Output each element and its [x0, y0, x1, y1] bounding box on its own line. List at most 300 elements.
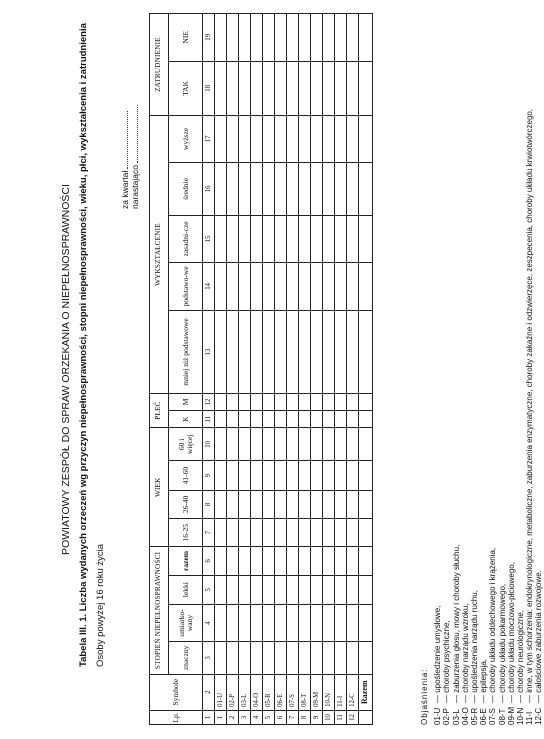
legend-text: — choroby psychiczne, [442, 620, 452, 703]
table-cell[interactable] [263, 604, 275, 641]
table-row [335, 14, 347, 725]
table-cell[interactable] [335, 216, 347, 262]
table-cell[interactable] [239, 116, 251, 163]
table-cell[interactable] [275, 162, 287, 216]
table-cell[interactable] [311, 311, 323, 394]
table-cell[interactable] [323, 411, 335, 428]
column-number: 7 [203, 519, 215, 547]
table-cell[interactable] [335, 393, 347, 410]
table-cell[interactable] [323, 604, 335, 641]
table-cell[interactable] [299, 14, 311, 62]
row-symbol: 05-R [263, 674, 275, 710]
col-age-60plus: 60 i więcej [169, 428, 203, 461]
table-cell[interactable] [263, 311, 275, 394]
table-cell[interactable] [263, 216, 275, 262]
table-cell[interactable] [215, 490, 227, 518]
table-cell[interactable] [335, 411, 347, 428]
table-cell[interactable] [275, 14, 287, 62]
table-cell[interactable] [299, 575, 311, 604]
table-cell[interactable] [239, 490, 251, 518]
table-cell[interactable] [239, 642, 251, 674]
table-cell[interactable] [323, 162, 335, 216]
table-cell[interactable] [263, 547, 275, 575]
table-cell[interactable] [275, 393, 287, 410]
table-cell[interactable] [359, 411, 373, 428]
table-cell[interactable] [215, 604, 227, 641]
group-plec: PŁEĆ [150, 393, 169, 427]
table-cell[interactable] [287, 216, 299, 262]
table-cell[interactable] [359, 575, 373, 604]
table-cell[interactable] [299, 216, 311, 262]
row-lp: 2 [227, 710, 239, 724]
table-cell[interactable] [287, 575, 299, 604]
table-cell[interactable] [227, 14, 239, 62]
table-cell[interactable] [335, 162, 347, 216]
table-cell[interactable] [215, 162, 227, 216]
table-title: Tabela III. 1. Liczba wydanych orzeczeń wg przyczyn niepełnosprawności, stopni niepełnosprawności, wieku, płci, wykształcenia i zatrudnienia [78, 23, 89, 667]
table-cell[interactable] [347, 116, 359, 163]
table-cell[interactable] [359, 61, 373, 116]
row-lp: 3 [239, 710, 251, 724]
period-cumulative [130, 105, 140, 209]
table-cell[interactable] [251, 61, 263, 116]
table-cell[interactable] [239, 61, 251, 116]
table-cell[interactable] [227, 116, 239, 163]
table-cell[interactable] [347, 604, 359, 641]
table-cell[interactable] [347, 575, 359, 604]
legend-item [442, 109, 451, 725]
table-cell[interactable] [251, 311, 263, 394]
table-cell[interactable] [359, 116, 373, 163]
table-cell[interactable] [263, 61, 275, 116]
table-cell[interactable] [359, 461, 373, 490]
table-cell[interactable] [215, 642, 227, 674]
table-cell[interactable] [239, 428, 251, 461]
table-cell[interactable] [251, 216, 263, 262]
table-cell[interactable] [227, 642, 239, 674]
table-cell[interactable] [239, 547, 251, 575]
table-cell[interactable] [227, 519, 239, 547]
table-cell[interactable] [299, 604, 311, 641]
table-cell[interactable] [347, 547, 359, 575]
row-lp: 12 [347, 710, 359, 724]
table-cell[interactable] [347, 162, 359, 216]
table-cell[interactable] [215, 461, 227, 490]
legend-item [516, 109, 525, 725]
table-cell[interactable] [335, 14, 347, 62]
table-cell[interactable] [335, 461, 347, 490]
table-cell[interactable] [347, 216, 359, 262]
legend-code: 11-I [525, 711, 535, 725]
table-cell[interactable] [263, 14, 275, 62]
table-cell[interactable] [227, 311, 239, 394]
table-cell[interactable] [263, 519, 275, 547]
group-wiek: WIEK [150, 428, 169, 547]
table-cell[interactable] [287, 311, 299, 394]
table-cell[interactable] [311, 604, 323, 641]
table-row [299, 14, 311, 725]
report-table [149, 13, 373, 725]
table-cell[interactable] [311, 490, 323, 518]
table-row [215, 14, 227, 725]
col-age-26-40: 26-40 [169, 490, 203, 518]
col-lp: Lp. [150, 710, 203, 724]
table-cell[interactable] [287, 162, 299, 216]
table-cell[interactable] [239, 216, 251, 262]
table-cell[interactable] [215, 393, 227, 410]
table-cell[interactable] [239, 262, 251, 310]
table-cell[interactable] [215, 575, 227, 604]
table-cell[interactable] [251, 490, 263, 518]
table-cell[interactable] [239, 14, 251, 62]
row-lp: 9 [311, 710, 323, 724]
row-symbol: 12-C [347, 674, 359, 710]
table-cell[interactable] [275, 575, 287, 604]
legend-code: 05-R [470, 707, 480, 725]
legend-item [479, 109, 488, 725]
table-cell[interactable] [359, 642, 373, 674]
table-cell[interactable] [251, 642, 263, 674]
table-cell[interactable] [323, 262, 335, 310]
table-cell[interactable] [251, 14, 263, 62]
table-cell[interactable] [215, 428, 227, 461]
table-cell[interactable] [299, 428, 311, 461]
column-number: 9 [203, 461, 215, 490]
table-cell[interactable] [335, 311, 347, 394]
row-symbol: 02-P [227, 674, 239, 710]
table-cell[interactable] [227, 162, 239, 216]
table-cell[interactable] [335, 604, 347, 641]
column-number: 5 [203, 575, 215, 604]
table-cell[interactable] [263, 490, 275, 518]
table-cell[interactable] [311, 411, 323, 428]
table-cell[interactable] [299, 311, 311, 394]
table-cell[interactable] [359, 262, 373, 310]
table-cell[interactable] [227, 461, 239, 490]
table-cell[interactable] [239, 604, 251, 641]
table-cell[interactable] [227, 490, 239, 518]
col-nie: NIE [169, 14, 203, 62]
table-cell[interactable] [287, 116, 299, 163]
table-cell[interactable] [287, 461, 299, 490]
table-cell[interactable] [323, 393, 335, 410]
table-cell[interactable] [347, 519, 359, 547]
legend-text: — choroby układu pokarmowego, [497, 583, 507, 703]
legend [420, 109, 544, 725]
legend-text: — choroby neurologiczne, [516, 610, 526, 703]
table-cell[interactable] [311, 116, 323, 163]
table-cell[interactable] [335, 61, 347, 116]
table-cell[interactable] [311, 216, 323, 262]
table-cell[interactable] [215, 216, 227, 262]
row-symbol: 01-U [215, 674, 227, 710]
table-cell[interactable] [287, 393, 299, 410]
table-cell[interactable] [299, 61, 311, 116]
table-cell[interactable] [251, 428, 263, 461]
row-lp: 1 [215, 710, 227, 724]
table-cell[interactable] [251, 461, 263, 490]
row-lp: 10 [323, 710, 335, 724]
row-symbol: 10-N [323, 674, 335, 710]
col-umiarkowany: umiarko-wany [169, 604, 203, 641]
table-cell[interactable] [323, 642, 335, 674]
table-cell[interactable] [359, 311, 373, 394]
table-cell[interactable] [263, 393, 275, 410]
table-cell[interactable] [263, 116, 275, 163]
row-lp: 11 [335, 710, 347, 724]
table-cell[interactable] [263, 428, 275, 461]
col-razem: razem [169, 547, 203, 575]
row-lp: 6 [275, 710, 287, 724]
table-cell[interactable] [335, 428, 347, 461]
table-cell[interactable] [215, 14, 227, 62]
table-cell[interactable] [299, 519, 311, 547]
table-cell[interactable] [323, 116, 335, 163]
table-cell[interactable] [215, 116, 227, 163]
table-cell[interactable] [251, 393, 263, 410]
table-cell[interactable] [227, 604, 239, 641]
legend-item [461, 109, 470, 725]
table-cell[interactable] [275, 61, 287, 116]
table-cell[interactable] [251, 604, 263, 641]
table-cell[interactable] [359, 216, 373, 262]
col-tak: TAK [169, 61, 203, 116]
table-cell[interactable] [275, 116, 287, 163]
table-row [287, 14, 299, 725]
column-number: 18 [203, 61, 215, 116]
table-cell[interactable] [239, 311, 251, 394]
column-number: 17 [203, 116, 215, 163]
table-cell[interactable] [347, 490, 359, 518]
table-cell[interactable] [299, 411, 311, 428]
column-number: 14 [203, 262, 215, 310]
table-cell[interactable] [335, 642, 347, 674]
table-cell[interactable] [323, 311, 335, 394]
table-cell[interactable] [227, 428, 239, 461]
table-cell[interactable] [323, 490, 335, 518]
table-cell[interactable] [227, 547, 239, 575]
col-age-16-25: 16-25 [169, 519, 203, 547]
table-cell[interactable] [287, 547, 299, 575]
table-cell[interactable] [275, 461, 287, 490]
table-row [323, 14, 335, 725]
table-cell[interactable] [215, 547, 227, 575]
table-cell[interactable] [263, 575, 275, 604]
table-cell[interactable] [299, 547, 311, 575]
table-cell[interactable] [275, 519, 287, 547]
table-cell[interactable] [311, 575, 323, 604]
legend-item [488, 109, 497, 725]
table-cell[interactable] [275, 411, 287, 428]
legend-item [433, 109, 442, 725]
table-row [227, 14, 239, 725]
table-cell[interactable] [359, 393, 373, 410]
table-cell[interactable] [323, 575, 335, 604]
row-symbol: 07-S [287, 674, 299, 710]
legend-text: — upośledzenie umysłowe, [433, 605, 443, 703]
table-cell[interactable] [239, 411, 251, 428]
table-cell[interactable] [275, 262, 287, 310]
table-cell[interactable] [311, 14, 323, 62]
table-cell[interactable] [215, 411, 227, 428]
table-cell[interactable] [227, 216, 239, 262]
table-cell[interactable] [323, 519, 335, 547]
table-cell[interactable] [359, 519, 373, 547]
table-cell[interactable] [287, 519, 299, 547]
table-cell[interactable] [311, 519, 323, 547]
legend-code: 02-P [442, 708, 452, 725]
table-cell[interactable] [239, 519, 251, 547]
group-wyksztalcenie: WYKSZTAŁCENIE [150, 116, 169, 394]
table-cell[interactable] [347, 262, 359, 310]
table-cell[interactable] [299, 262, 311, 310]
table-cell[interactable] [347, 642, 359, 674]
row-lp: 4 [251, 710, 263, 724]
table-cell[interactable] [323, 14, 335, 62]
table-cell[interactable] [239, 393, 251, 410]
table-cell[interactable] [287, 262, 299, 310]
table-cell[interactable] [299, 490, 311, 518]
table-cell[interactable] [347, 311, 359, 394]
table-row [275, 14, 287, 725]
table-cell[interactable] [263, 411, 275, 428]
table-cell[interactable] [311, 547, 323, 575]
row-symbol: 09-M [311, 674, 323, 710]
table-cell[interactable] [299, 393, 311, 410]
table-cell[interactable] [227, 61, 239, 116]
table-cell[interactable] [323, 61, 335, 116]
table-cell[interactable] [287, 642, 299, 674]
table-cell[interactable] [227, 575, 239, 604]
period-cumulative-label: narastająco [130, 165, 140, 209]
table-cell[interactable] [311, 61, 323, 116]
table-cell[interactable] [239, 461, 251, 490]
table-cell[interactable] [239, 575, 251, 604]
table-cell[interactable] [263, 461, 275, 490]
column-number: 6 [203, 547, 215, 575]
period-quarter [120, 111, 130, 209]
table-cell[interactable] [347, 428, 359, 461]
table-cell[interactable] [275, 604, 287, 641]
table-cell[interactable] [251, 411, 263, 428]
table-cell[interactable] [335, 262, 347, 310]
table-cell[interactable] [311, 642, 323, 674]
table-cell[interactable] [263, 642, 275, 674]
col-lekki: lekki [169, 575, 203, 604]
table-cell[interactable] [215, 311, 227, 394]
legend-text: — inne, w tym schorzenia: endokrynologiczne, metaboliczne, zaburzenia enzymatyczne, choroby zakaźne i odzwierzęce, zeszpecenia, choroby układu krwiotwórczego, [525, 108, 535, 703]
table-cell[interactable] [287, 490, 299, 518]
table-cell[interactable] [251, 575, 263, 604]
table-cell[interactable] [335, 519, 347, 547]
legend-item [452, 109, 461, 725]
table-cell[interactable] [311, 393, 323, 410]
legend-text: — choroby narządu wzroku, [460, 603, 470, 703]
table-cell[interactable] [359, 428, 373, 461]
table-cell[interactable] [323, 428, 335, 461]
table-cell[interactable] [299, 162, 311, 216]
table-cell[interactable] [227, 262, 239, 310]
column-number: 11 [203, 411, 215, 428]
table-cell[interactable] [359, 604, 373, 641]
table-cell[interactable] [251, 519, 263, 547]
table-cell[interactable] [263, 162, 275, 216]
table-cell[interactable] [287, 14, 299, 62]
table-cell[interactable] [347, 411, 359, 428]
legend-text: — zaburzenia głosu, mowy i choroby słuchu, [451, 544, 461, 703]
table-cell[interactable] [287, 411, 299, 428]
table-cell[interactable] [299, 461, 311, 490]
table-cell[interactable] [251, 262, 263, 310]
group-zatrudnienie: ZATRUDNIENIE [150, 14, 169, 116]
table-cell[interactable] [359, 162, 373, 216]
table-cell[interactable] [227, 393, 239, 410]
table-cell[interactable] [347, 14, 359, 62]
table-cell[interactable] [359, 14, 373, 62]
table-cell[interactable] [251, 162, 263, 216]
table-cell[interactable] [263, 262, 275, 310]
table-cell[interactable] [275, 216, 287, 262]
table-cell[interactable] [347, 461, 359, 490]
table-cell[interactable] [251, 547, 263, 575]
table-cell[interactable] [335, 547, 347, 575]
table-cell[interactable] [251, 116, 263, 163]
table-cell[interactable] [299, 642, 311, 674]
table-cell[interactable] [347, 393, 359, 410]
table-cell[interactable] [299, 116, 311, 163]
table-cell[interactable] [347, 61, 359, 116]
table-cell[interactable] [287, 428, 299, 461]
column-number: 4 [203, 604, 215, 641]
table-cell[interactable] [311, 428, 323, 461]
period-quarter-blank[interactable] [127, 111, 128, 169]
table-cell[interactable] [215, 61, 227, 116]
table-row [263, 14, 275, 725]
col-k: K [169, 411, 203, 428]
age-note: Osoby powyżej 16 roku życia [95, 543, 106, 667]
table-cell[interactable] [215, 519, 227, 547]
table-cell[interactable] [359, 490, 373, 518]
table-cell[interactable] [323, 461, 335, 490]
table-cell[interactable] [311, 262, 323, 310]
table-cell[interactable] [359, 547, 373, 575]
table-cell[interactable] [275, 311, 287, 394]
legend-item [470, 109, 479, 725]
table-cell[interactable] [287, 61, 299, 116]
table-cell[interactable] [335, 116, 347, 163]
table-cell[interactable] [335, 575, 347, 604]
table-cell[interactable] [323, 216, 335, 262]
group-stopien: STOPIEŃ NIEPEŁNOSPRAWNOŚCI [150, 547, 169, 674]
legend-title: Objaśnienia: [420, 668, 429, 725]
table-cell[interactable] [215, 262, 227, 310]
table-cell[interactable] [275, 490, 287, 518]
header-title: POWIATOWY ZESPÓŁ DO SPRAW ORZEKANIA O NIEPEŁNOSPRAWNOŚCI [60, 184, 72, 555]
table-cell[interactable] [227, 411, 239, 428]
table-cell[interactable] [275, 547, 287, 575]
table-cell[interactable] [275, 642, 287, 674]
table-cell[interactable] [335, 490, 347, 518]
table-cell[interactable] [239, 162, 251, 216]
table-cell[interactable] [275, 428, 287, 461]
table-cell[interactable] [311, 461, 323, 490]
period-cumulative-blank[interactable] [137, 105, 138, 163]
legend-text: — choroby układu moczowo-płciowego, [506, 562, 516, 703]
table-cell[interactable] [323, 547, 335, 575]
table-cell[interactable] [311, 162, 323, 216]
table-cell[interactable] [287, 604, 299, 641]
col-age-41-60: 41-60 [169, 461, 203, 490]
